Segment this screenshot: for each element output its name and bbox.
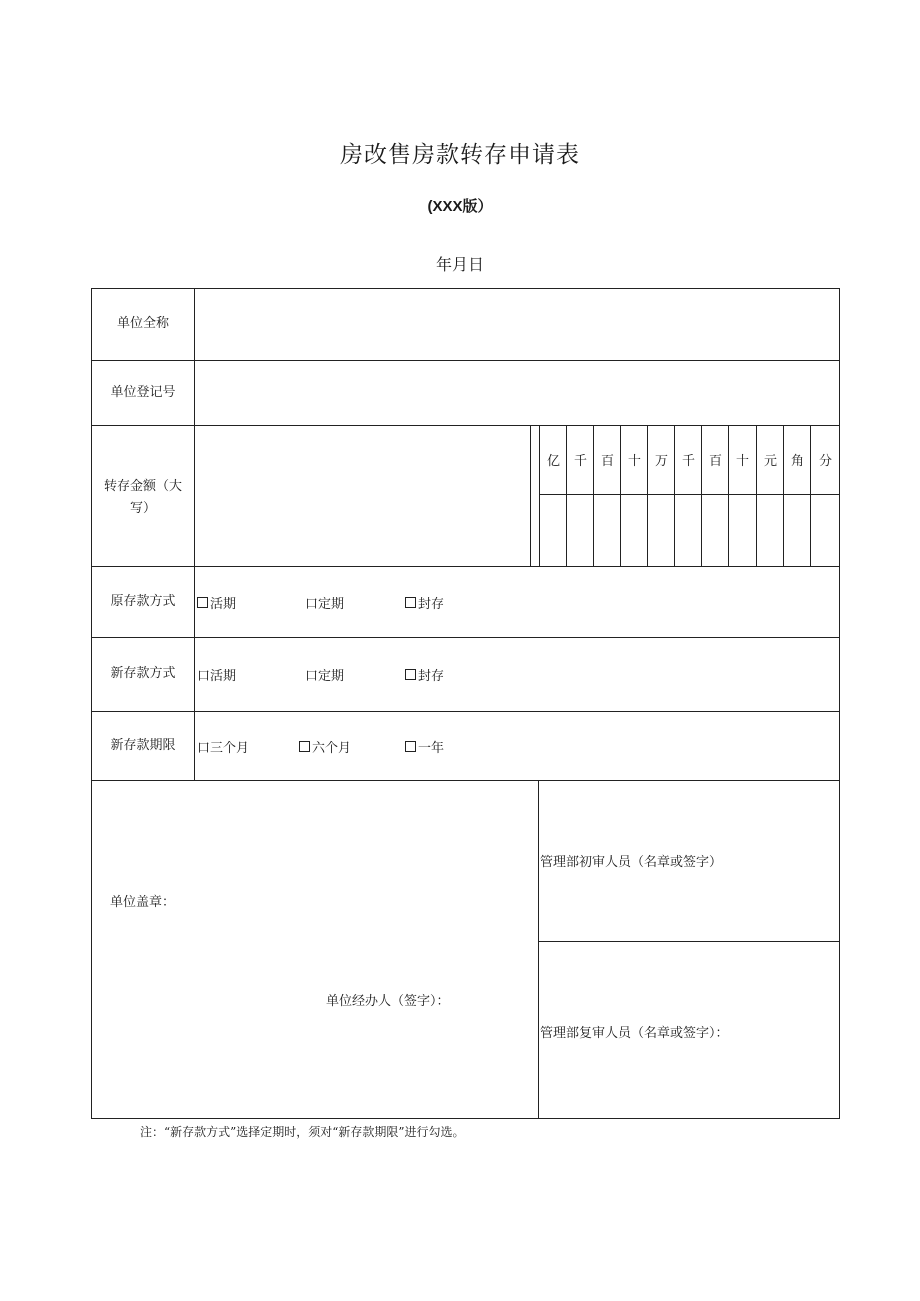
orig-option-sealed[interactable]	[405, 593, 444, 612]
amount-words-field[interactable]	[195, 426, 530, 566]
option-label: 口活期	[197, 669, 237, 684]
col-divider	[728, 425, 729, 566]
unit-reg-no-label: 单位登记号	[110, 385, 176, 400]
unit-handler-label: 单位经办人（签字）：	[326, 994, 450, 1009]
row-divider	[91, 780, 840, 781]
option-label: 封存	[418, 669, 445, 684]
footnote: 注：“新存款方式”选择定期时，须对“新存款期限”进行勾选。	[140, 1125, 465, 1139]
new-option-current[interactable]	[197, 665, 236, 684]
digit-header: 十	[735, 454, 749, 469]
amount-label: 转存金额（大写）	[103, 479, 182, 516]
row-divider	[539, 494, 840, 495]
term-option-six-months[interactable]	[299, 737, 351, 756]
digit-header: 百	[708, 454, 722, 469]
new-option-fixed[interactable]	[305, 665, 344, 684]
digit-header: 千	[681, 454, 695, 469]
col-divider	[530, 425, 531, 566]
checkbox-icon[interactable]	[299, 741, 310, 752]
option-label: 口三个月	[197, 741, 250, 756]
col-divider	[701, 425, 702, 566]
option-label: 一年	[418, 741, 445, 756]
col-divider	[756, 425, 757, 566]
digit-header: 分	[818, 454, 832, 469]
option-label: 封存	[418, 597, 445, 612]
digit-header: 元	[763, 454, 777, 469]
col-divider	[783, 425, 784, 566]
col-divider	[674, 425, 675, 566]
checkbox-icon[interactable]	[405, 669, 416, 680]
row-divider	[91, 711, 840, 712]
checkbox-icon[interactable]	[197, 597, 208, 608]
col-divider	[538, 780, 539, 1119]
term-option-three-months[interactable]	[197, 737, 249, 756]
orig-method-label: 原存款方式	[110, 594, 176, 609]
digit-header: 十	[627, 454, 641, 469]
date-line: 年月日	[435, 255, 484, 274]
unit-reg-no-field[interactable]	[195, 361, 839, 425]
col-divider	[539, 425, 540, 566]
digit-header: 角	[790, 454, 804, 469]
unit-name-label: 单位全称	[116, 316, 169, 331]
term-option-one-year[interactable]	[405, 737, 444, 756]
checkbox-icon[interactable]	[405, 597, 416, 608]
digit-header: 亿	[546, 454, 560, 469]
digit-header: 万	[654, 454, 668, 469]
new-option-sealed[interactable]	[405, 665, 444, 684]
new-term-label: 新存款期限	[110, 738, 176, 753]
form-edition: (XXX版）	[427, 198, 493, 215]
first-reviewer-label: 管理部初审人员（名章或签字）	[540, 855, 723, 870]
orig-option-current[interactable]	[197, 593, 236, 612]
digit-header: 千	[573, 454, 587, 469]
option-label: 口定期	[305, 669, 345, 684]
second-reviewer-label: 管理部复审人员（名章或签字）：	[540, 1026, 729, 1041]
col-divider	[620, 425, 621, 566]
option-label: 口定期	[305, 597, 345, 612]
option-label: 活期	[210, 597, 237, 612]
col-divider	[593, 425, 594, 566]
checkbox-icon[interactable]	[405, 741, 416, 752]
row-divider	[539, 941, 840, 942]
col-divider	[566, 425, 567, 566]
unit-seal-label: 单位盖章：	[110, 895, 176, 910]
row-divider	[91, 637, 840, 638]
new-method-label: 新存款方式	[110, 666, 176, 681]
col-divider	[810, 425, 811, 566]
digit-header: 百	[600, 454, 614, 469]
orig-option-fixed[interactable]	[305, 593, 344, 612]
col-divider	[647, 425, 648, 566]
unit-name-field[interactable]	[195, 289, 839, 360]
row-divider	[91, 566, 840, 567]
form-title: 房改售房款转存申请表	[340, 142, 580, 168]
option-label: 六个月	[312, 741, 352, 756]
